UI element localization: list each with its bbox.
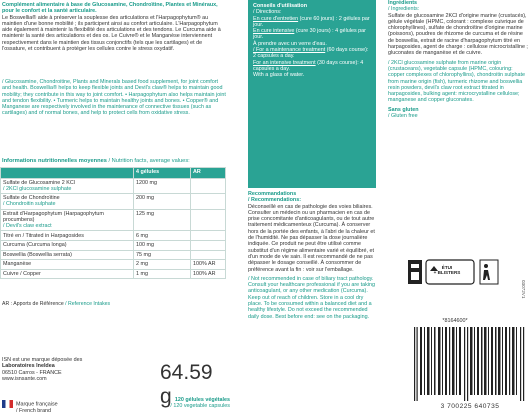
directions-line: / For a maintenance treatment (60 days course): 2 capsules a day.: [253, 47, 369, 60]
row-qty: 6 mg: [134, 231, 191, 241]
gluten-free: [388, 107, 528, 120]
table-row: [1, 231, 226, 241]
barcode-image: [412, 327, 528, 401]
row-qty: 200 mg: [134, 194, 191, 210]
directions-line: À prendre avec un verre d'eau.: [253, 40, 327, 47]
row-ar: [191, 194, 226, 210]
row-ar: 100% AR: [191, 269, 226, 279]
intro-body-fr: Le Boswellia® aide à préserver la souplesse des articulations et l'Harpagophytum® au maintien d'une bonne mobilité ; ils participent ainsi au confort articulaire. L'Harpagophytum aide également à maintenir la flexibilité des articulations et des tendons. Le Curcuma aide à maintenir la santé des articulations et des os. Le Cuivre® et le Manganèse interviennent respectivement dans le maintien des tissus conjonctifs (tels que les cartilages) et de l'ossature, et contribuent à protéger les cellules contre le stress oxydatif.: [2, 14, 221, 53]
recycle-label: [430, 265, 464, 275]
directions-box: [248, 0, 376, 188]
france-flag-icon: [2, 400, 13, 408]
ar-note-fr: AR : Apports de Référence: [2, 301, 64, 307]
nutrition-header-qty: 4 gélules: [134, 168, 191, 179]
nutrition-table: [0, 167, 226, 279]
row-qty: 2 mg: [134, 260, 191, 270]
nutrition-header-label: [1, 168, 134, 179]
row-label: Titré en / Titrated in Harpagosides: [1, 231, 134, 241]
intro-french: [2, 2, 228, 52]
nutrition-title: [2, 158, 228, 164]
row-ar: [191, 240, 226, 250]
lot-number: 03072V1: [521, 280, 526, 299]
row-ar: [191, 178, 226, 194]
product-code: *8164600*: [442, 318, 468, 324]
row-label: Sulfate de Glucosamine 2 KCl / 2KCl glucosamine sulphate: [1, 178, 134, 194]
table-row: [1, 209, 226, 231]
row-label: Sulfate de Chondroïtine / Chondroitin sulphate: [1, 194, 134, 210]
ingredients-subtitle: / Ingredients:: [388, 6, 420, 13]
reco-en: / Not recommended in case of biliary tract pathology. Consult your healthcare professional if you are taking anticoagulant, or any other medication (Curcuma). Keep out of reach of children. Store in a cool dry place. To be consumed within a balanced diet and a healthy lifestyle. Do not exceed the recommended daily dose. Best before end: see on the packaging.: [248, 275, 376, 320]
ingredients-title: Ingrédients: [388, 0, 418, 6]
directions-line: En cure intensive (cure 30 jours) : 4 gélules par jour.: [253, 28, 366, 41]
capsule-count-fr: 120 gélules végétales: [174, 397, 230, 403]
row-ar: [191, 209, 226, 231]
triman-icon: [480, 260, 498, 284]
company-line1: ISN est une marque déposée des: [2, 357, 83, 363]
intro-english: / Glucosamine, Chondroitine, Plants and Minerals based food supplement, for joint comfort and health. Boswellia® helps to keep flexible joints and Devil's claw® helps to maintain good mobility; they contribute in this way to joint comfort. • Harpagophytum also helps maintain joint and tendon flexibility. • Turmeric helps to maintain healthy joints and bones. • Copper® and Manganese are respectively involved in the maintenance of connective tissues (such as cartilages) and of normal bones, and help to protect cells from oxidative stress.: [2, 79, 226, 117]
table-row: [1, 178, 226, 194]
reference-intakes-note: [2, 301, 228, 307]
french-brand-fr: Marque française: [16, 401, 58, 408]
row-label: Extrait d'Harpagophytum (Harpagophytum procumbens) / Devil's claw extract: [1, 209, 134, 231]
table-row: [1, 194, 226, 210]
company-website: www.isnsante.com: [2, 376, 47, 383]
table-row: [1, 260, 226, 270]
row-label: Boswellia (Boswellia serrata): [1, 250, 134, 260]
company-name: Laboratoires Ineldea: [2, 363, 55, 370]
directions-line: With a glass of water.: [253, 72, 305, 79]
row-qty: 1200 mg: [134, 178, 191, 194]
net-weight: 64.59 g: [160, 361, 213, 408]
nutrition-header-row: [1, 168, 226, 179]
ingredients-en: / 2KCl glucosamine sulphate from marine origin (crustaceans), vegetable capsule (HPMC, colouring: copper complexes of chlorophyllins), chondroitin sulphate from marine origin (fish), turmeric rhizome and boswellia resin powders, devil's claw root extract titrated in harpagosides, bulking agent: microcrystalline cellulose; manganese and copper gluconates.: [388, 59, 525, 104]
nutrition-title-en: / Nutrition facts, average values:: [108, 158, 190, 164]
ean-number: 3 700225 640735: [440, 403, 500, 410]
table-row: [1, 269, 226, 279]
company-info: [2, 357, 132, 383]
row-qty: 1 mg: [134, 269, 191, 279]
ar-note-en: / Reference Intakes: [65, 301, 111, 307]
row-qty: 125 mg: [134, 209, 191, 231]
row-label: Manganèse: [1, 260, 134, 270]
nutrition-header-ar: AR: [191, 168, 226, 179]
row-qty: 75 mg: [134, 250, 191, 260]
row-ar: 100% AR: [191, 260, 226, 270]
gluten-fr: Sans gluten: [388, 106, 419, 113]
row-ar: [191, 231, 226, 241]
tri-info-icon: [408, 260, 422, 284]
capsule-count-en: / 120 vegetable capsules: [170, 403, 230, 410]
directions-line: En cure d'entretien (cure 60 jours) : 2 gélules par jour.: [253, 15, 370, 28]
row-qty: 100 mg: [134, 240, 191, 250]
reco-subtitle: / Recommendations:: [248, 197, 302, 204]
row-label: Curcuma (Curcuma longa): [1, 240, 134, 250]
recycling-icons: [408, 256, 528, 299]
french-brand-en: / French brand: [16, 408, 52, 414]
company-address: 06510 Carros - FRANCE: [2, 369, 62, 376]
reco-fr: Déconseillé en cas de pathologie des voies biliaires. Consulter un médecin ou un pharmacien en cas de prise concomitante d'anticoagulants, ou de tout autre traitement médicamenteux (Curcuma). À conserver hors de la portée des enfants, à l'abri de la chaleur et de l'humidité. Ne pas dépasser la dose journalière indiquée. Ce produit ne peut être utilisé comme substitut d'un régime alimentaire varié et équilibré, et d'un mode de vie sain. Il est recommandé de ne pas dépasser le dosage conseillé. À consommer de préférence avant la fin : voir sur l'emballage.: [248, 203, 375, 273]
directions-subtitle: / Directions:: [253, 9, 282, 16]
row-label: Cuivre / Copper: [1, 269, 134, 279]
recycle-label-1: ÉTUI: [441, 265, 453, 270]
capsule-count: [128, 397, 230, 410]
table-row: [1, 250, 226, 260]
ingredients: [388, 0, 528, 119]
nutrition-title-fr: Informations nutritionnelles moyennes: [2, 158, 107, 164]
product-title: Complément alimentaire à base de Glucosamine, Chondroïtine, Plantes et Minéraux, pour le confort et la santé articulaire.: [2, 2, 218, 15]
directions-line: For an intensive treatment (30 days course): 4 capsules a day.: [253, 59, 364, 72]
ingredients-fr: Sulfate de glucosamine 2KCl d'origine marine (crustacés), gélule végétale (HPMC, colorant : complexe cuivrique de chlorophyllines), sulfate de chondroïtine d'origine marine (poissons), poudres de rhizome de curcuma et de résine de boswellia, extrait de racine d'harpagophytum titré en harpagosides, agent de charge : cellulose microcristalline ; gluconates de manganèse et de cuivre.: [388, 12, 528, 57]
table-row: [1, 240, 226, 250]
recycle-label-2: + BLISTERS: [433, 270, 461, 276]
gluten-en: / Gluten free: [388, 113, 418, 120]
reco-title: Recommandations: [248, 191, 297, 197]
recommendations: [248, 191, 376, 320]
french-brand: [2, 400, 92, 414]
directions-title: Conseils d'utilisation: [253, 3, 307, 9]
row-ar: [191, 250, 226, 260]
